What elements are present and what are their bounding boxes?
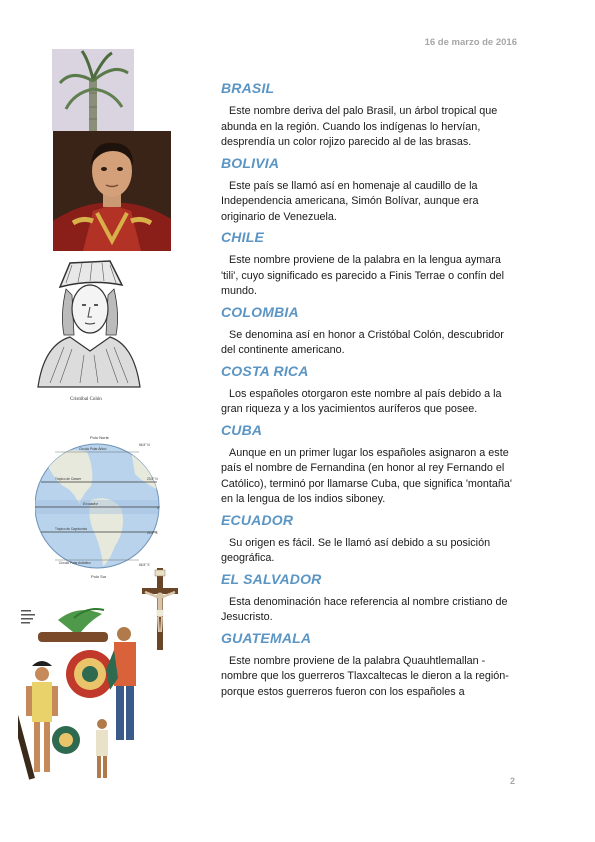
country-heading: BRASIL: [221, 80, 275, 96]
globe-lat-equator: 0°: [157, 506, 161, 510]
globe-label-pole-north: Polo Norte: [90, 435, 109, 440]
country-description: Este nombre proviene de la palabra Quauhtlemallan - nombre que los guerreros Tlaxcaltecas le dieron a la región- porque estos guerreros fueron con los españoles a: [221, 654, 509, 698]
country-entry-bolivia: [221, 155, 521, 226]
columbus-caption: Cristóbal Colón: [70, 397, 102, 402]
country-entry-guatemala: [221, 630, 521, 701]
bolivar-portrait: [53, 131, 171, 251]
globe-label-equator: Ecuador: [83, 501, 98, 506]
country-entry-cuba: [221, 422, 521, 508]
country-description: Este país se llamó así en homenaje al caudillo de la Independencia americana, Simón Bolívar, aunque era originario de Venezuela.: [221, 179, 479, 223]
country-heading: CUBA: [221, 421, 263, 438]
country-heading: ECUADOR: [221, 511, 294, 528]
globe-label-pole-south: Polo Sur: [91, 574, 107, 579]
country-heading: EL SALVADOR: [221, 570, 322, 587]
country-entry-el-salvador: [221, 571, 521, 626]
country-heading: CHILE: [221, 229, 264, 245]
globe-lat-north: 66,5° N: [139, 443, 150, 447]
header-date: 16 de marzo de 2016: [424, 37, 517, 48]
country-entry-costa-rica: [221, 363, 521, 418]
country-description: Los españoles otorgaron este nombre al país debido a la gran riqueza y a los yacimientos auríferos que posee.: [221, 387, 502, 415]
country-description: Aunque en un primer lugar los españoles asignaron a este país el nombre de Fernandina (en honor al rey Fernando el Católico), terminó por llamarse Cuba, que significa 'montaña' en la lengua de los indios siboney.: [221, 446, 512, 505]
country-entry-ecuador: [221, 512, 521, 567]
country-description: Su origen es fácil. Se le llamó así debido a su posición geográfica.: [221, 536, 491, 564]
tlaxcaltec-warriors-illustration: [18, 600, 148, 790]
globe-lat-south: 66,5° S: [139, 563, 150, 567]
globe-lat-cancer: 23,5° N: [147, 477, 158, 481]
globe-label-cancer: Trópico de Cáncer: [55, 477, 82, 481]
country-entry-brasil: [221, 80, 521, 151]
globe-illustration: [35, 430, 163, 582]
globe-label-antarctic: Círculo Polar Antártico: [59, 561, 91, 565]
globe-label-capricorn: Trópico de Capricornio: [55, 527, 88, 531]
country-description: Este nombre proviene de la palabra en la lengua aymara 'tili', cuyo significado es parecido a Finis Terrae o confín del mundo.: [221, 254, 504, 297]
country-heading: BOLIVIA: [221, 154, 280, 171]
globe-lat-capricorn: 23,5° S: [147, 531, 158, 535]
columbus-engraving: [30, 255, 148, 405]
country-description: Este nombre deriva del palo Brasil, un árbol tropical que abunda en la región. Cuando los indígenas lo hervían, desprendía un color rojizo parecido al de las brasas.: [221, 105, 498, 148]
globe-label-arctic: Círculo Polar Ártico: [79, 447, 107, 451]
country-description: Esta denominación hace referencia al nombre cristiano de Jesucristo.: [221, 595, 508, 623]
country-entry-chile: [221, 229, 521, 300]
country-entry-colombia: [221, 304, 521, 359]
country-heading: COLOMBIA: [221, 303, 299, 320]
country-description: Se denomina así en honor a Cristóbal Colón, descubridor del continente americano.: [221, 328, 504, 356]
country-list: [221, 80, 521, 704]
country-heading: COSTA RICA: [221, 362, 309, 379]
palo-brasil-illustration: [52, 49, 134, 131]
page-number: 2: [509, 776, 515, 786]
country-heading: GUATEMALA: [221, 629, 312, 646]
